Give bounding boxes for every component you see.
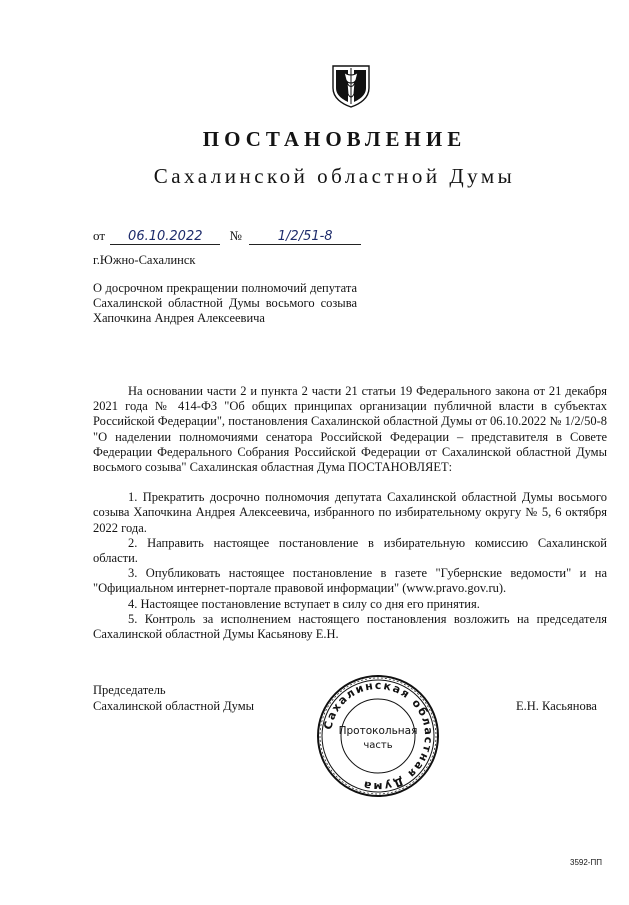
coat-of-arms-icon	[330, 62, 372, 108]
signer-name: Е.Н. Касьянова	[516, 699, 597, 713]
resolution-body	[93, 384, 607, 642]
resolution-item: 2. Направить настоящее постановление в избирательную комиссию Сахалинской области.	[93, 535, 607, 566]
date-number-line	[93, 228, 361, 245]
stamp-center-line: Протокольная	[338, 725, 418, 737]
signer-position-line: Сахалинской областной Думы	[93, 698, 255, 713]
resolution-item: 1. Прекратить досрочно полномочия депутата Сахалинской областной Думы восьмого созыва Хапочкина Андрея Алексеевича, избранного по избирательному округу № 5, 6 октября 2022 года.	[93, 490, 607, 535]
document-code: 3592-ПП	[570, 858, 602, 867]
resolution-item: 5. Контроль за исполнением настоящего постановления возложить на председателя Сахалинской областной Думы Касьянову Е.Н.	[93, 611, 607, 642]
document-subtitle: Сахалинской областной Думы	[153, 164, 516, 188]
preamble: На основании части 2 и пункта 2 части 21 статьи 19 Федерального закона от 21 декабря 2021 года № 414-ФЗ "Об общих принципах организации публичной власти в субъектах Российской Федерации", постановления Сахалинской областной Думы от 06.10.2022 № 1/2/50-8 "О наделении полномочиями сенатора Российской Федерации – представителя в Совете Федерации Федерального Собрания Российской Федерации от Сахалинской областной Думы восьмого созыва" Сахалинская областная Дума ПОСТАНОВЛЯЕТ:	[93, 384, 607, 475]
city: г.Южно-Сахалинск	[93, 253, 196, 267]
handwritten-number: 1/2/51-8	[249, 229, 361, 245]
official-stamp	[316, 674, 440, 798]
number-label: №	[229, 228, 242, 243]
resolution-item: 3. Опубликовать настоящее постановление в газете "Губернские ведомости" и на "Официальном интернет-портале правовой информации" (www.pravo.gov.ru).	[93, 566, 607, 596]
handwritten-date: 06.10.2022	[110, 229, 220, 245]
signer-position	[93, 683, 254, 714]
signer-position-line: Председатель	[93, 683, 166, 697]
date-label: от	[93, 228, 106, 243]
stamp-ring-text: Сахалинская областная Дума	[321, 678, 436, 794]
document-title: ПОСТАНОВЛЕНИЕ	[202, 127, 467, 151]
resolution-item: 4. Настоящее постановление вступает в силу со дня его принятия.	[128, 596, 480, 611]
subject: О досрочном прекращении полномочий депутата Сахалинской областной Думы восьмого созыва Хапочкина Андрея Алексеевича	[93, 281, 357, 325]
stamp-center-line: часть	[363, 740, 393, 751]
